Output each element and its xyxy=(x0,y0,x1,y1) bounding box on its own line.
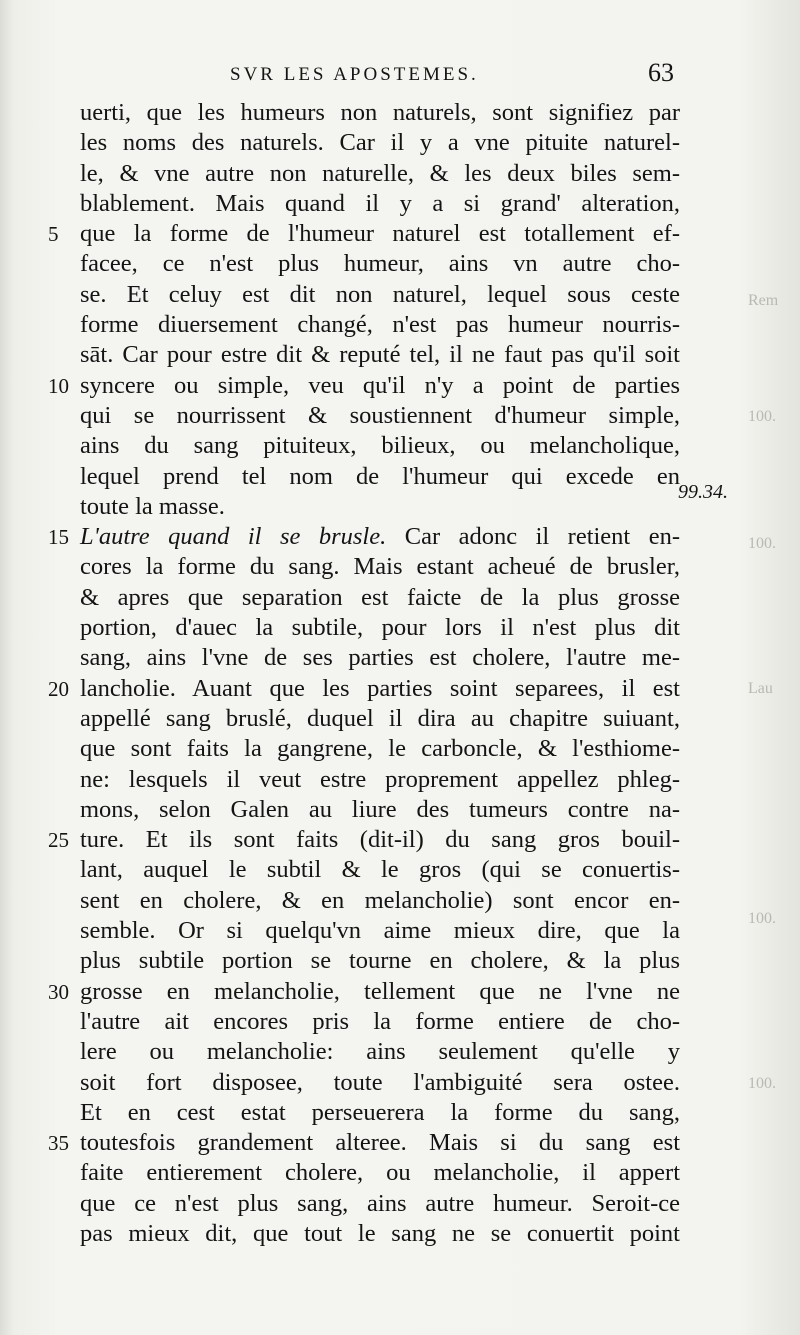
text-line xyxy=(80,1219,680,1249)
bleed-through-mark: 100. xyxy=(748,1075,776,1092)
text-line xyxy=(80,613,680,643)
line-text: toute la masse. xyxy=(80,492,225,520)
running-head xyxy=(0,58,800,96)
text-line xyxy=(80,1037,680,1067)
text-line xyxy=(80,340,680,370)
line-text: soit fort disposee, toute l'ambiguité sera ostee. xyxy=(80,1068,680,1096)
text-line xyxy=(80,189,680,219)
text-line xyxy=(80,401,680,431)
line-number: 30 xyxy=(48,979,69,1004)
text-line xyxy=(80,1189,680,1219)
bleed-through-mark: 100. xyxy=(748,910,776,927)
line-text: Car adonc il retient en- xyxy=(404,523,680,551)
line-text: semble. Or si quelqu'vn aime mieux dire, que la xyxy=(80,917,680,945)
line-number: 20 xyxy=(48,676,69,701)
italic-lemma: L'autre quand il se brusle. xyxy=(80,523,387,551)
line-text: que ce n'est plus sang, ains autre humeur. Seroit-ce xyxy=(80,1189,680,1217)
line-text: pas mieux dit, que tout le sang ne se conuertit point xyxy=(80,1219,680,1247)
line-text: que la forme de l'humeur naturel est totallement ef- xyxy=(80,220,680,248)
page-number: 63 xyxy=(648,58,674,87)
line-text: ne: lesquels il veut estre proprement appellez phleg- xyxy=(80,765,680,793)
line-text: le, & vne autre non naturelle, & les deux biles sem- xyxy=(80,159,680,187)
line-text: se. Et celuy est dit non naturel, lequel sous ceste xyxy=(80,280,680,308)
text-line xyxy=(80,431,680,461)
line-text: lant, auquel le subtil & le gros (qui se conuertis- xyxy=(80,856,680,884)
line-text: mons, selon Galen au liure des tumeurs contre na- xyxy=(80,795,680,823)
line-number: 25 xyxy=(48,828,69,853)
line-number: 5 xyxy=(48,222,59,247)
line-text: cores la forme du sang. Mais estant acheué de brusler, xyxy=(80,553,680,581)
line-text: lequel prend tel nom de l'humeur qui excede en xyxy=(80,462,680,490)
bleed-through-mark: 100. xyxy=(748,408,776,425)
text-line xyxy=(48,371,680,401)
line-text: sent en cholere, & en melancholie) sont encor en- xyxy=(80,886,680,914)
text-line xyxy=(80,1098,680,1128)
text-line xyxy=(80,310,680,340)
text-line xyxy=(80,159,680,189)
text-line xyxy=(80,734,680,764)
line-number: 10 xyxy=(48,373,69,398)
line-text: Et en cest estat perseuerera la forme du sang, xyxy=(80,1098,680,1126)
text-line xyxy=(48,674,680,704)
line-text: que sont faits la gangrene, le carboncle, & l'esthiome- xyxy=(80,735,680,763)
text-line xyxy=(48,977,680,1007)
text-line xyxy=(80,1068,680,1098)
text-line xyxy=(80,1007,680,1037)
line-text: qui se nourrissent & soustiennent d'humeur simple, xyxy=(80,401,680,429)
line-text: facee, ce n'est plus humeur, ains vn autre cho- xyxy=(80,250,680,278)
margin-note: 99.34. xyxy=(678,481,728,503)
text-line xyxy=(80,552,680,582)
line-text: sang, ains l'vne de ses parties est cholere, l'autre me- xyxy=(80,644,680,672)
text-line xyxy=(80,1158,680,1188)
text-line xyxy=(48,522,680,552)
bleed-through-mark: 100. xyxy=(748,535,776,552)
line-text: ains du sang pituiteux, bilieux, ou melancholique, xyxy=(80,432,680,460)
line-text: sāt. Car pour estre dit & reputé tel, il ne faut pas qu'il soit xyxy=(80,341,680,369)
bleed-through-mark: Lau xyxy=(748,680,773,697)
line-text: l'autre ait encores pris la forme entiere de cho- xyxy=(80,1007,680,1035)
line-text: les noms des naturels. Car il y a vne pituite naturel- xyxy=(80,129,680,157)
text-line xyxy=(48,825,680,855)
text-line xyxy=(80,946,680,976)
text-line xyxy=(80,492,680,522)
line-text: blablement. Mais quand il y a si grand' alteration, xyxy=(80,189,680,217)
body-text xyxy=(48,98,680,1249)
text-line xyxy=(80,583,680,613)
text-line xyxy=(80,795,680,825)
line-text: appellé sang bruslé, duquel il dira au chapitre suiuant, xyxy=(80,704,680,732)
line-text: lere ou melancholie: ains seulement qu'elle y xyxy=(80,1038,680,1066)
running-title: SVR LES APOSTEMES. xyxy=(230,64,479,85)
text-line xyxy=(80,916,680,946)
line-text: grosse en melancholie, tellement que ne l'vne ne xyxy=(80,977,680,1005)
line-text: ture. Et ils sont faits (dit-il) du sang gros bouil- xyxy=(80,826,680,854)
line-text: plus subtile portion se tourne en cholere, & la plus xyxy=(80,947,680,975)
line-number: 35 xyxy=(48,1131,69,1156)
line-text: lancholie. Auant que les parties soint separees, il est xyxy=(80,674,680,702)
text-line xyxy=(80,280,680,310)
text-line xyxy=(48,1128,680,1158)
text-line xyxy=(80,98,680,128)
line-text: faite entierement cholere, ou melancholie, il appert xyxy=(80,1159,680,1187)
text-line xyxy=(80,765,680,795)
text-line xyxy=(48,219,680,249)
line-text: uerti, que les humeurs non naturels, sont signifiez par xyxy=(80,99,680,126)
text-line xyxy=(80,128,680,158)
line-text: forme diuersement changé, n'est pas humeur nourris- xyxy=(80,311,680,339)
text-line xyxy=(80,886,680,916)
line-text: portion, d'auec la subtile, pour lors il n'est plus dit xyxy=(80,614,680,642)
text-line xyxy=(80,249,680,279)
line-number: 15 xyxy=(48,525,69,550)
text-line xyxy=(80,704,680,734)
bleed-through-mark: Rem xyxy=(748,292,779,309)
line-text: syncere ou simple, veu qu'il n'y a point de parties xyxy=(80,371,680,399)
text-line xyxy=(80,462,680,492)
text-line xyxy=(80,643,680,673)
line-text: & apres que separation est faicte de la plus grosse xyxy=(80,583,680,611)
text-line xyxy=(80,855,680,885)
line-text: toutesfois grandement alteree. Mais si du sang est xyxy=(80,1129,680,1157)
